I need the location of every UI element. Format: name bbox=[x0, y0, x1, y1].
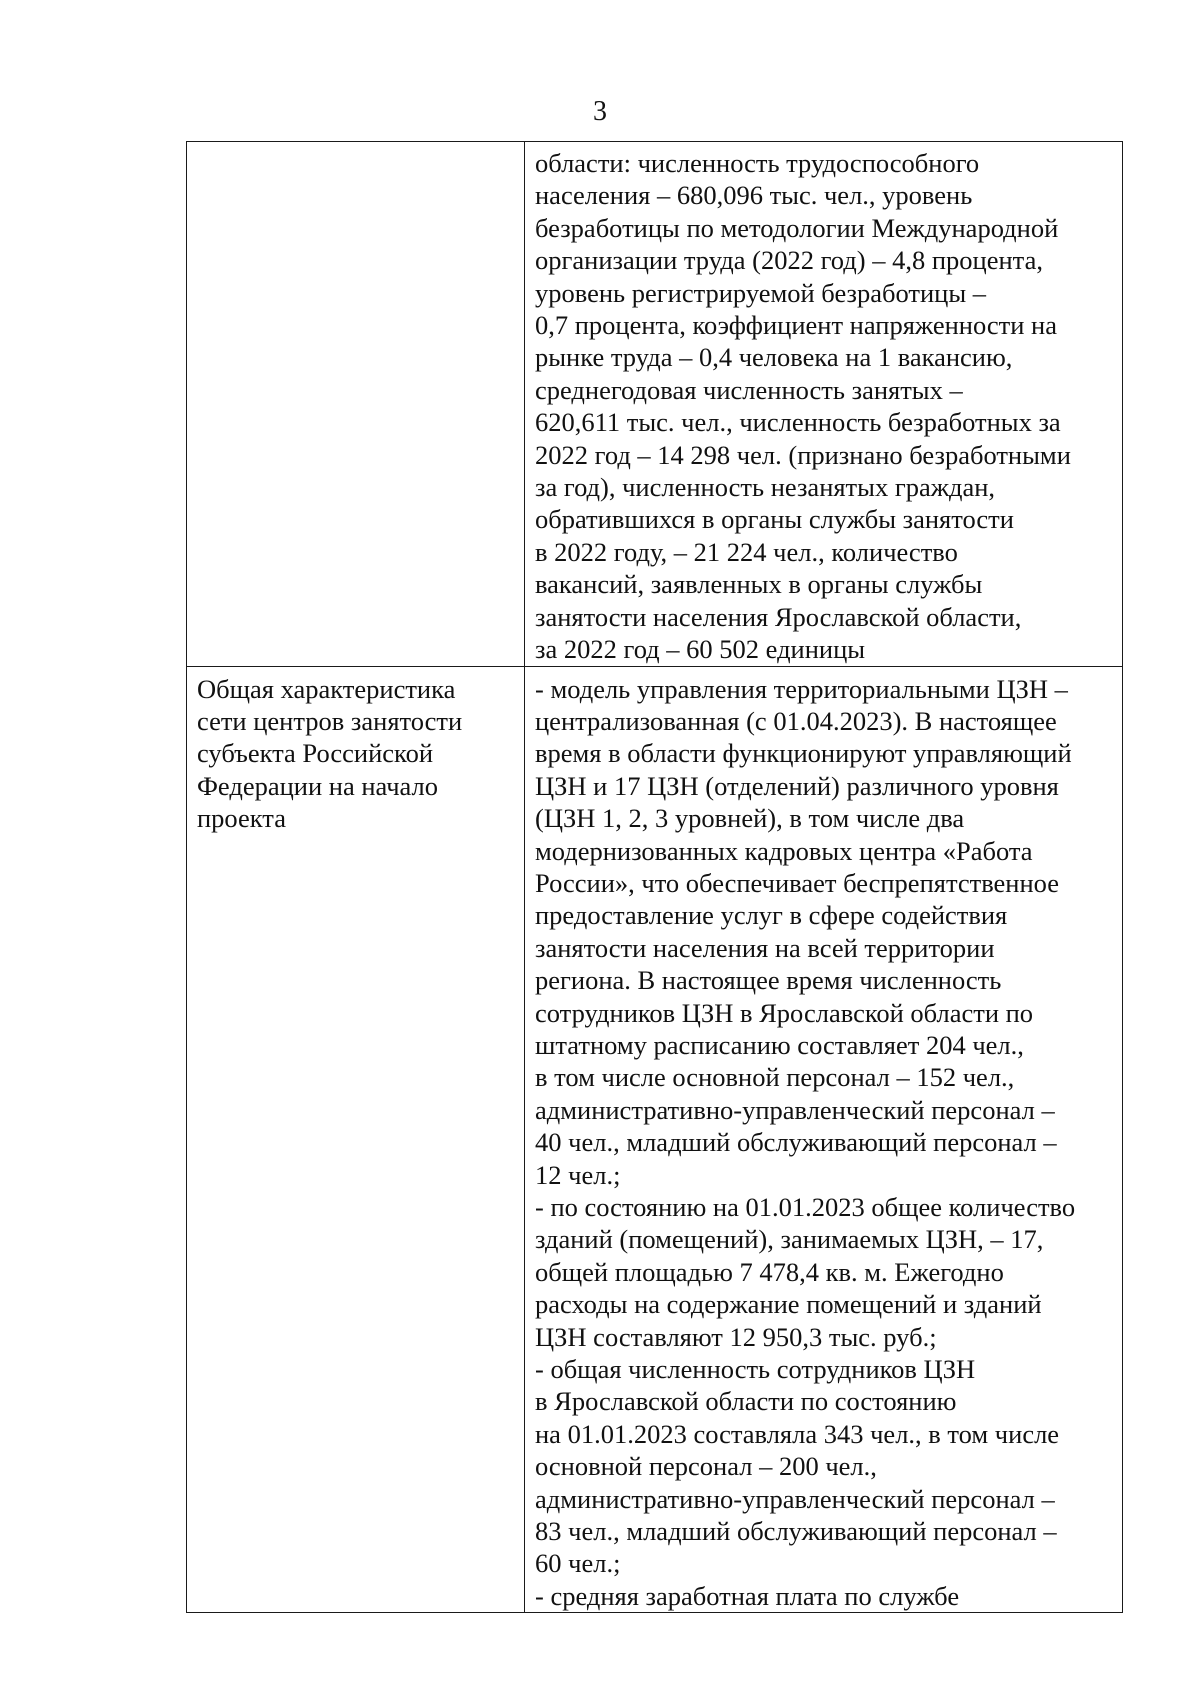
row1-right-line: вакансий, заявленных в органы службы bbox=[535, 569, 983, 600]
row1-right-line: занятости населения Ярославской области, bbox=[535, 601, 1022, 632]
row1-right-line: обратившихся в органы службы занятости bbox=[535, 504, 1014, 535]
row1-right-line: организации труда (2022 год) – 4,8 процента, bbox=[535, 245, 1043, 276]
row2-left-line: Общая характеристика bbox=[197, 673, 456, 704]
row2-right-line: - модель управления территориальными ЦЗН – bbox=[535, 673, 1068, 704]
row2-left-line: Федерации на начало bbox=[197, 770, 439, 801]
table-row bbox=[187, 666, 1123, 1613]
row1-right-line: 0,7 процента, коэффициент напряженности на bbox=[535, 310, 1057, 341]
row2-right-cell bbox=[525, 666, 1123, 1613]
row2-right-line: занятости населения на всей территории bbox=[535, 932, 995, 963]
table-row bbox=[187, 142, 1123, 667]
row2-right-line: ЦЗН составляют 12 950,3 тыс. руб.; bbox=[535, 1321, 937, 1352]
row1-right-line: за год), численность незанятых граждан, bbox=[535, 472, 996, 503]
row2-right-line: предоставление услуг в сфере содействия bbox=[535, 900, 1008, 931]
row1-right-line: безработицы по методологии Международной bbox=[535, 212, 1059, 243]
row2-right-line: штатному расписанию составляет 204 чел., bbox=[535, 1029, 1024, 1060]
row2-right-line: зданий (помещений), занимаемых ЦЗН, – 17, bbox=[535, 1224, 1044, 1255]
row1-right-line: рынке труда – 0,4 человека на 1 вакансию, bbox=[535, 342, 1013, 373]
row2-right-line: ЦЗН и 17 ЦЗН (отделений) различного уровня bbox=[535, 770, 1059, 801]
row2-right-line: расходы на содержание помещений и зданий bbox=[535, 1289, 1042, 1320]
row2-right-line: административно-управленческий персонал – bbox=[535, 1483, 1055, 1514]
row2-left-line: субъекта Российской bbox=[197, 738, 434, 769]
row1-right-line: 2022 год – 14 298 чел. (признано безработными bbox=[535, 439, 1071, 470]
row2-right-line: административно-управленческий персонал – bbox=[535, 1094, 1055, 1125]
page-number: 3 bbox=[593, 96, 607, 127]
row1-right-line: за 2022 год – 60 502 единицы bbox=[535, 634, 866, 665]
row2-right-line: России», что обеспечивает беспрепятственное bbox=[535, 867, 1060, 898]
row2-right-line: основной персонал – 200 чел., bbox=[535, 1451, 877, 1482]
row2-right-line: на 01.01.2023 составляла 343 чел., в том числе bbox=[535, 1418, 1060, 1449]
row2-left-line: проекта bbox=[197, 803, 286, 834]
row1-right-line: в 2022 году, – 21 224 чел., количество bbox=[535, 536, 958, 567]
row2-right-line: (ЦЗН 1, 2, 3 уровней), в том числе два bbox=[535, 803, 965, 834]
row2-right-line: 83 чел., младший обслуживающий персонал – bbox=[535, 1516, 1057, 1547]
row1-right-line: 620,611 тыс. чел., численность безработных за bbox=[535, 407, 1061, 438]
row2-left-line: сети центров занятости bbox=[197, 705, 463, 736]
row2-left-cell bbox=[187, 666, 525, 1613]
row2-right-line: - общая численность сотрудников ЦЗН bbox=[535, 1354, 976, 1385]
row2-right-line: региона. В настоящее время численность bbox=[535, 965, 1002, 996]
row2-right-line: - средняя заработная плата по службе bbox=[535, 1580, 960, 1611]
row2-right-line: 40 чел., младший обслуживающий персонал – bbox=[535, 1127, 1057, 1158]
row1-right-line: среднегодовая численность занятых – bbox=[535, 374, 963, 405]
row1-left-cell bbox=[187, 142, 525, 667]
row1-right-line: уровень регистрируемой безработицы – bbox=[535, 277, 987, 308]
row1-right-cell bbox=[525, 142, 1123, 667]
row2-right-line: 60 чел.; bbox=[535, 1548, 621, 1579]
row2-right-line: в Ярославской области по состоянию bbox=[535, 1386, 957, 1417]
row2-right-line: время в области функционируют управляющий bbox=[535, 738, 1072, 769]
row2-right-line: модернизованных кадровых центра «Работа bbox=[535, 835, 1033, 866]
row2-right-line: сотрудников ЦЗН в Ярославской области по bbox=[535, 997, 1034, 1028]
row1-right-line: области: численность трудоспособного bbox=[535, 148, 980, 178]
row2-right-line: в том числе основной персонал – 152 чел., bbox=[535, 1062, 1015, 1093]
row1-right-line: населения – 680,096 тыс. чел., уровень bbox=[535, 180, 973, 211]
row2-right-line: общей площадью 7 478,4 кв. м. Ежегодно bbox=[535, 1256, 1004, 1287]
row2-right-line: 12 чел.; bbox=[535, 1159, 621, 1190]
characteristics-table bbox=[186, 141, 1123, 1613]
row2-right-line: - по состоянию на 01.01.2023 общее количество bbox=[535, 1192, 1076, 1222]
row2-right-line: централизованная (с 01.04.2023). В настоящее bbox=[535, 705, 1057, 736]
